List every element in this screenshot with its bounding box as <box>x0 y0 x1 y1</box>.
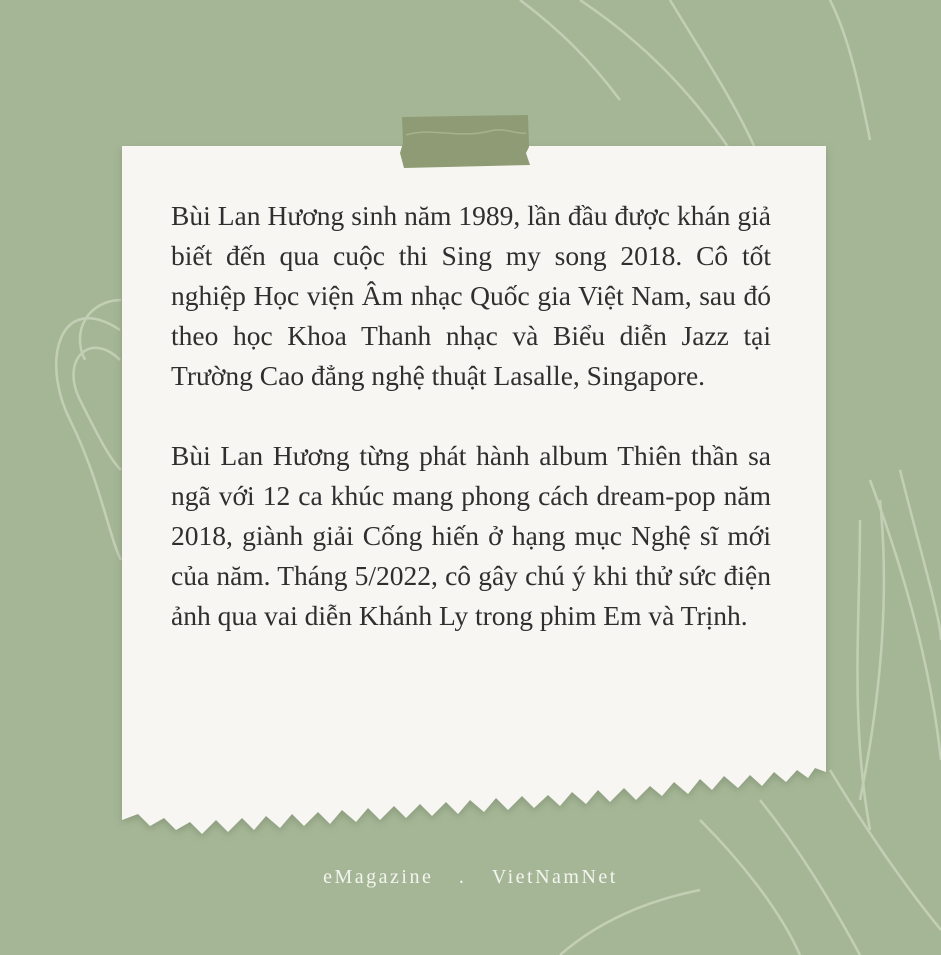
brand-vietnamnet: VietNamNet <box>491 866 618 888</box>
brand-separator: . <box>458 866 467 888</box>
paragraph-career: Bùi Lan Hương từng phát hành album Thiên thần sa ngã với 12 ca khúc mang phong cách dream-pop năm 2018, giành giải Cống hiến ở hạng mục Nghệ sĩ mới của năm. Tháng 5/2022, cô gây chú ý khi thử sức điện ảnh qua vai diễn Khánh Ly trong phim Em và Trịnh. <box>171 440 771 631</box>
article-body <box>171 196 771 676</box>
footer-brand <box>0 866 941 889</box>
paragraph-bio: Bùi Lan Hương sinh năm 1989, lần đầu được khán giả biết đến qua cuộc thi Sing my song 2018. Cô tốt nghiệp Học viện Âm nhạc Quốc gia Việt Nam, sau đó theo học Khoa Thanh nhạc và Biểu diễn Jazz tại Trường Cao đẳng nghệ thuật Lasalle, Singapore. <box>171 200 771 391</box>
brand-emagazine: eMagazine <box>323 866 434 888</box>
masking-tape <box>400 113 530 169</box>
